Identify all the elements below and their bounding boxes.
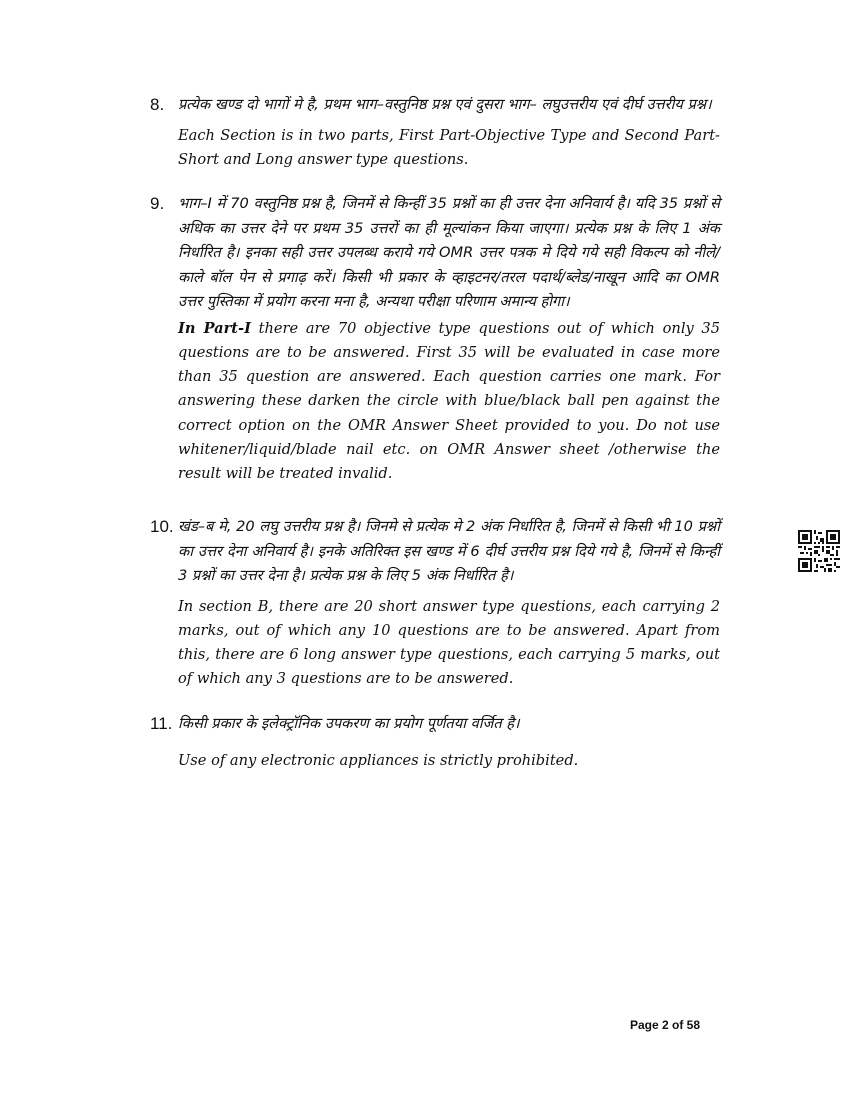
hindi-text: भाग–I में 70 वस्तुनिष्ठ प्रश्न है, जिनमें से किन्हीं 35 प्रश्नों का ही उत्तर देना अनिवार्य है। यदि 35 प्रश्नों से अधिक का उत्तर देने पर प्रथम 35 उत्तरों का ही मूल्यांकन किया जाएगा। प्रत्येक प्रश्न के लिए 1 अंक निर्धारित है। इनका सही उत्तर उपलब्ध कराये गये OMR उत्तर पत्रक मे दिये गये सही विकल्प को नीले/काले बॉल पेन से प्रगाढ़ करें। किसी भी प्रकार के व्हाइटनर/तरल पदार्थ/ब्लेड/नाखून आदि का OMR उत्तर पुस्तिका में प्रयोग करना मना है, अन्यथा परीक्षा परिणाम अमान्य होगा। xyxy=(178,195,720,310)
part-label: In Part-I xyxy=(178,319,251,337)
item-body xyxy=(178,93,720,172)
item-number: 8. xyxy=(150,95,165,114)
page-number: Page 2 of 58 xyxy=(630,1018,701,1032)
hindi-text: प्रत्येक खण्ड दो भागों मे है, प्रथम भाग–वस्तुनिष्ठ प्रश्न एवं दुसरा भाग– लघुउत्तरीय एवं दीर्घ उत्तरीय प्रश्न। xyxy=(178,96,712,113)
english-text: In section B, there are 20 short answer type questions, each carrying 2 marks, out of which any 10 questions are to be answered. Apart from this, there are 6 long answer type questions, each carrying 5 marks, out of which any 3 questions are to be answered. xyxy=(178,597,720,688)
qr-code-icon xyxy=(798,530,840,572)
item-body xyxy=(178,192,720,487)
item-body xyxy=(178,515,720,692)
english-text: Use of any electronic appliances is strictly prohibited. xyxy=(178,751,579,769)
hindi-text: खंड–ब मे, 20 लघु उत्तरीय प्रश्न है। जिनमे से प्रत्येक मे 2 अंक निर्धारित है, जिनमें से किसी भी 10 प्रश्नों का उत्तर देना अनिवार्य है। इनके अतिरिक्त इस खण्ड में 6 दीर्घ उत्तरीय प्रश्न दिये गये है, जिनमें से किन्हीं 3 प्रश्नों का उत्तर देना है। प्रत्येक प्रश्न के लिए 5 अंक निर्धारित है। xyxy=(178,518,720,584)
english-body: there are 70 objective type questions out of which only 35 questions are to be answered. First 35 will be evaluated in case more than 35 question are answered. Each question carries one mark. For answering these darken the circle with blue/black ball pen against the correct option on the OMR Answer Sheet provided to you. Do not use whitener/liquid/blade nail etc. on OMR Answer sheet /otherwise the result will be treated invalid. xyxy=(178,319,720,483)
hindi-text: किसी प्रकार के इलेक्ट्रॉनिक उपकरण का प्रयोग पूर्णतया वर्जित है। xyxy=(178,715,520,732)
item-number: 11. xyxy=(150,714,173,733)
english-text: Each Section is in two parts, First Part-Objective Type and Second Part-Short and Long answer type questions. xyxy=(178,126,720,168)
item-number: 9. xyxy=(150,194,165,213)
item-number: 10. xyxy=(150,517,174,536)
item-body xyxy=(178,712,720,773)
english-text xyxy=(178,317,720,487)
